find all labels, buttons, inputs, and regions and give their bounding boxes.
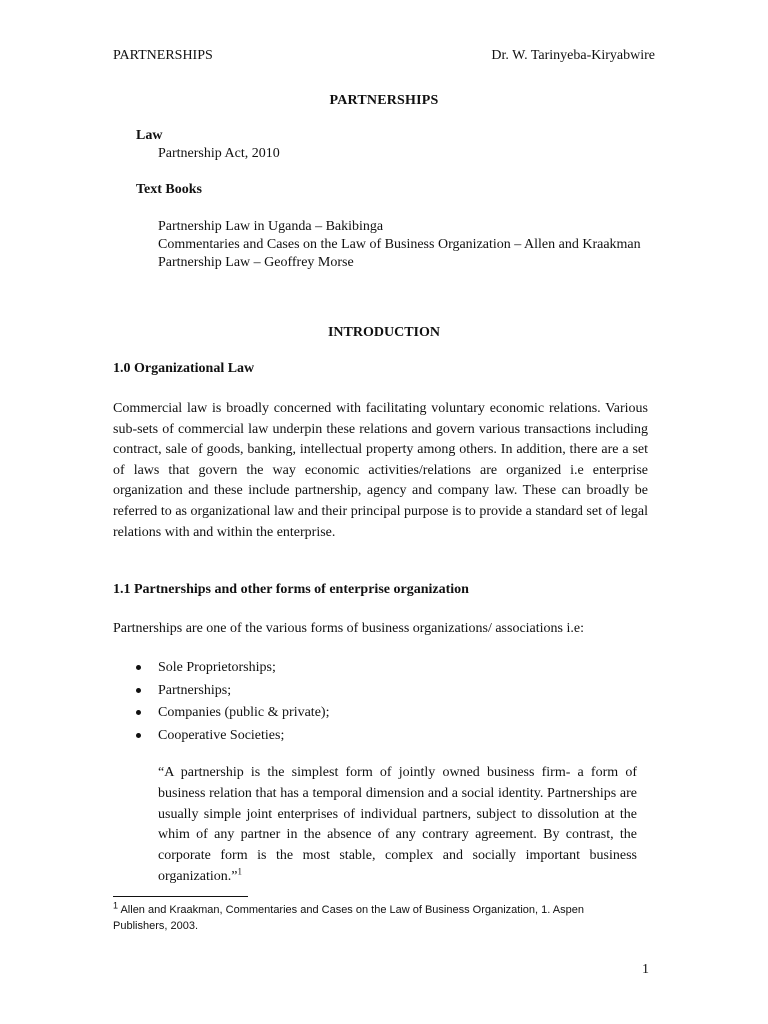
- footnote-text: Allen and Kraakman, Commentaries and Cases on the Law of Business Organization, 1. Aspen Publishers, 2003.: [113, 904, 584, 932]
- textbook-item: Commentaries and Cases on the Law of Business Organization – Allen and Kraakman: [158, 237, 641, 252]
- law-heading: Law: [136, 128, 163, 143]
- list-item-text: Companies (public & private);: [158, 705, 330, 721]
- footnote-marker: 1: [113, 900, 119, 911]
- footnote-divider: [113, 896, 248, 897]
- quote-text: “A partnership is the simplest form of jointly owned business firm- a form of business relation that has a temporal dimension and a social identity. Partnerships are usually simple joint enterprises of individual partners, subject to dissolution at the whim of any partner in the absence of any contrary agreement. By contrast, the corporate form is the most stable, complex and socially important business organization.”: [158, 765, 637, 884]
- textbook-item: Partnership Law – Geoffrey Morse: [158, 255, 354, 270]
- section-1-1-heading: 1.1 Partnerships and other forms of enterprise organization: [113, 582, 469, 597]
- footnote: [113, 902, 593, 934]
- page-number: 1: [642, 962, 649, 977]
- list-item-text: Sole Proprietorships;: [158, 660, 276, 675]
- textbook-item: Partnership Law in Uganda – Bakibinga: [158, 219, 384, 234]
- section-1-0-paragraph: Commercial law is broadly concerned with facilitating voluntary economic relations. Various sub-sets of commercial law underpin these relations and govern various transactions including contract, sale of goods, banking, intellectual property among others. In addition, there are a set of laws that govern the way economic activities/relations are organized i.e enterprise organization and these include partnership, agency and company law. These can broadly be referred to as organizational law and their principal purpose is to provide a standard set of legal relations with and within the enterprise.: [113, 401, 648, 540]
- section-1-1-intro: Partnerships are one of the various forms of business organizations/ associations i.e:: [113, 621, 584, 636]
- list-item: [136, 680, 329, 703]
- footnote-reference[interactable]: 1: [237, 866, 242, 877]
- list-item: [136, 657, 329, 680]
- bullet-icon: [136, 710, 141, 715]
- textbooks-heading: Text Books: [136, 182, 203, 197]
- list-item: [136, 702, 329, 725]
- introduction-heading: INTRODUCTION: [327, 325, 440, 340]
- list-item-text: Partnerships;: [158, 682, 232, 698]
- organization-forms-list: [136, 657, 329, 747]
- running-header-title: PARTNERSHIPS: [113, 48, 213, 63]
- list-item: [136, 725, 329, 748]
- textbooks-list: [158, 218, 648, 272]
- page-title: PARTNERSHIPS: [329, 93, 439, 108]
- law-item: Partnership Act, 2010: [158, 146, 280, 161]
- bullet-icon: [136, 688, 141, 693]
- running-header-author: Dr. W. Tarinyeba-Kiryabwire: [491, 48, 655, 63]
- list-item-text: Cooperative Societies;: [158, 727, 285, 743]
- bullet-icon: [136, 733, 141, 738]
- block-quote: [158, 763, 637, 888]
- section-1-0-heading: 1.0 Organizational Law: [113, 361, 255, 376]
- bullet-icon: [136, 665, 141, 670]
